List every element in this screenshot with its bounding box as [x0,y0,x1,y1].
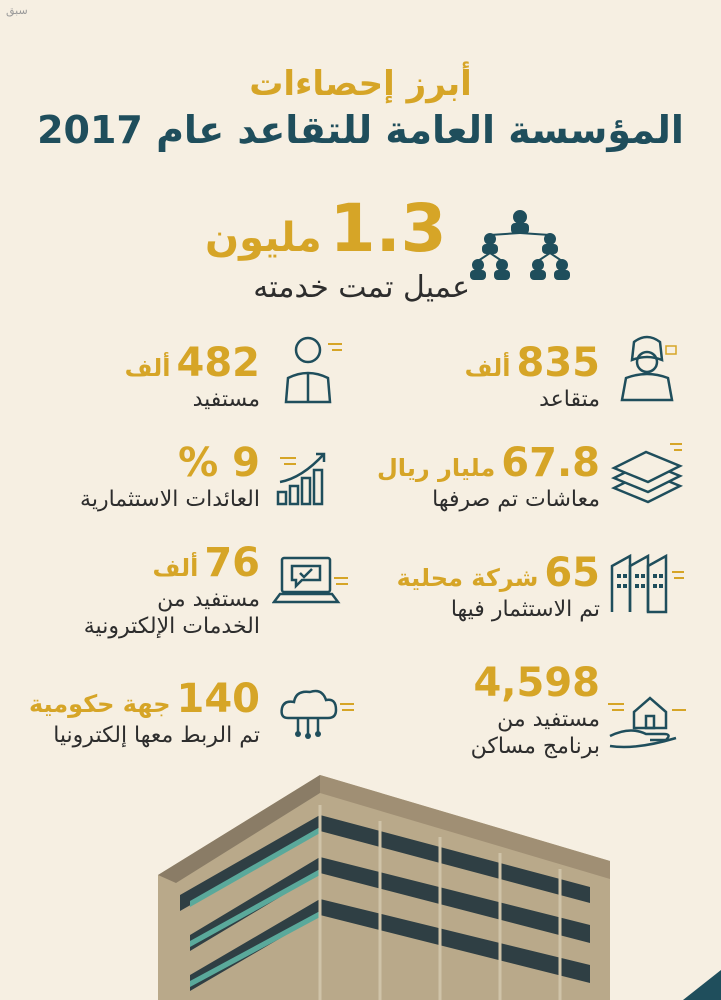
eservices-suffix: ألف [152,554,199,582]
eservices-number: 76 [204,540,260,586]
pensions-suffix: مليار ريال [376,454,496,482]
eservices-label-2: الخدمات الإلكترونية [83,614,260,639]
companies-suffix: شركة محلية [396,564,539,592]
beneficiaries-suffix: ألف [124,354,171,382]
gov-number: 140 [176,676,260,722]
corner-triangle [683,970,721,1000]
returns-number: 9 % [178,440,260,486]
returns-label: العائدات الاستثمارية [80,487,260,512]
beneficiary-icon [278,332,348,404]
beneficiaries-number: 482 [176,340,260,386]
companies-label: تم الاستثمار فيها [450,597,600,622]
stat-gov [20,676,260,749]
masakin-number: 4,598 [473,660,600,706]
hero-value [205,190,447,267]
factory-icon [608,552,688,616]
retiree-icon [612,332,682,404]
laptop-icon [272,552,352,612]
title-line-2: المؤسسة العامة للتقاعد عام 2017 [37,108,684,152]
eservices-label-1: مستفيد من [157,587,260,612]
stat-masakin [380,660,600,760]
watermark: سبق [6,4,28,17]
stat-retirees [360,340,600,413]
retirees-suffix: ألف [464,354,511,382]
pensions-label: معاشات تم صرفها [432,487,600,512]
money-stack-icon [608,438,686,508]
stat-companies [340,550,600,623]
house-hand-icon [606,684,690,750]
growth-chart-icon [272,448,334,508]
hero-unit: مليون [205,215,322,261]
stat-eservices [30,540,260,640]
people-network-icon [470,205,570,285]
masakin-label-2: برنامج مساكن [470,734,600,759]
title-line-1: أبرز إحصاءات [249,64,472,104]
hero-label: عميل تمت خدمته [253,270,470,305]
building-illustration [150,775,610,1000]
companies-number: 65 [544,550,600,596]
beneficiaries-label: مستفيد [192,387,260,412]
gov-label: تم الربط معها إلكترونيا [53,723,260,748]
stat-beneficiaries [30,340,260,413]
hero-number: 1.3 [329,190,447,267]
stat-returns [30,440,260,513]
gov-suffix: جهة حكومية [28,690,171,718]
masakin-label-1: مستفيد من [497,707,600,732]
retirees-number: 835 [516,340,600,386]
stat-pensions [330,440,600,513]
cloud-network-icon [276,684,356,740]
retirees-label: متقاعد [539,387,600,412]
pensions-number: 67.8 [501,440,600,486]
